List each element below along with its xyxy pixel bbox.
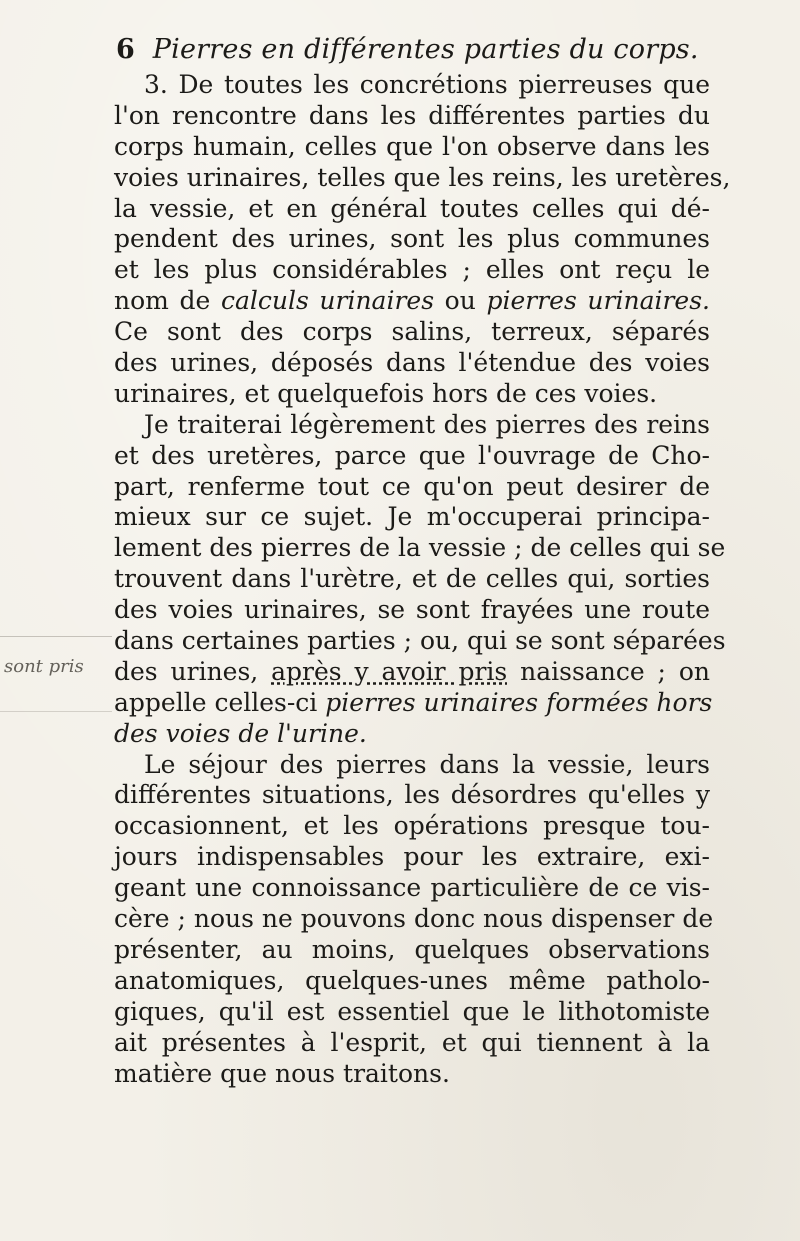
- text-line: anatomiques, quelques-unes même patholo-: [114, 965, 710, 995]
- text-line: jours indispensables pour les extraire, exi-: [114, 842, 710, 872]
- text-line: [114, 687, 713, 719]
- text-fragment: appelle celles-ci: [114, 687, 326, 717]
- text-line: 3. De toutes les concrétions pierreuses que: [144, 70, 710, 99]
- text-line: mieux sur ce sujet. Je m'occuperai principa-: [114, 502, 710, 532]
- italic-term: calculs urinaires: [220, 286, 435, 316]
- underlined-phrase: après y avoir pris: [271, 656, 508, 686]
- text-fragment: naissance ; on: [507, 656, 710, 686]
- text-fragment: ou: [434, 286, 487, 316]
- text-fragment: des urines,: [114, 656, 272, 686]
- text-line: corps humain, celles que l'on observe dans les: [114, 131, 710, 161]
- text-line: occasionnent, et les opérations presque tou-: [114, 811, 710, 841]
- text-line: [114, 286, 710, 317]
- handwritten-margin-note: sont pris: [4, 656, 84, 677]
- page-number: 6: [116, 34, 135, 65]
- text-line: l'on rencontre dans les différentes parties du: [114, 100, 710, 130]
- text-line: dans certaines parties ; ou, qui se sont séparées: [114, 626, 726, 656]
- text-line: cère ; nous ne pouvons donc nous dispenser de: [114, 904, 714, 934]
- running-title: Pierres en différentes parties du corps.: [152, 34, 699, 65]
- text-line: part, renferme tout ce qu'on peut desirer de: [114, 471, 710, 501]
- text-line: voies urinaires, telles que les reins, les uretères,: [114, 162, 731, 192]
- text-line: lement des pierres de la vessie ; de celles qui se: [114, 533, 726, 563]
- italic-term: pierres urinaires.: [486, 286, 710, 316]
- text-line: urinaires, et quelquefois hors de ces voies.: [114, 378, 658, 408]
- text-line: Je traiterai légèrement des pierres des reins: [144, 409, 710, 439]
- text-line: différentes situations, les désordres qu'elles y: [114, 780, 710, 810]
- text-fragment: nom de: [114, 286, 221, 316]
- text-line: et des uretères, parce que l'ouvrage de Cho-: [114, 440, 710, 470]
- text-line: pendent des urines, sont les plus communes: [114, 224, 710, 254]
- text-line: [114, 657, 710, 688]
- text-line: giques, qu'il est essentiel que le lithotomiste: [114, 996, 710, 1026]
- text-line: et les plus considérables ; elles ont reçu le: [114, 255, 710, 285]
- text-line: [114, 719, 710, 750]
- text-line: Ce sont des corps salins, terreux, séparés: [114, 317, 710, 347]
- text-line: la vessie, et en général toutes celles qui dé-: [114, 193, 710, 223]
- italic-term: pierres urinaires formées hors: [325, 687, 713, 717]
- text-line: présenter, au moins, quelques observations: [114, 934, 710, 964]
- text-line: ait présentes à l'esprit, et qui tiennent à la: [114, 1027, 710, 1057]
- text-line: des voies urinaires, se sont frayées une route: [114, 595, 710, 625]
- italic-term: des voies de l'urine.: [114, 718, 367, 748]
- running-header: [116, 30, 716, 70]
- text-line: geant une connoissance particulière de ce vis-: [114, 873, 710, 903]
- text-line: trouvent dans l'urètre, et de celles qui, sorties: [114, 564, 710, 594]
- text-line: matière que nous traitons.: [114, 1058, 450, 1088]
- text-line: Le séjour des pierres dans la vessie, leurs: [144, 749, 710, 779]
- body-text: [114, 70, 731, 1089]
- text-line: des urines, déposés dans l'étendue des voies: [114, 348, 710, 378]
